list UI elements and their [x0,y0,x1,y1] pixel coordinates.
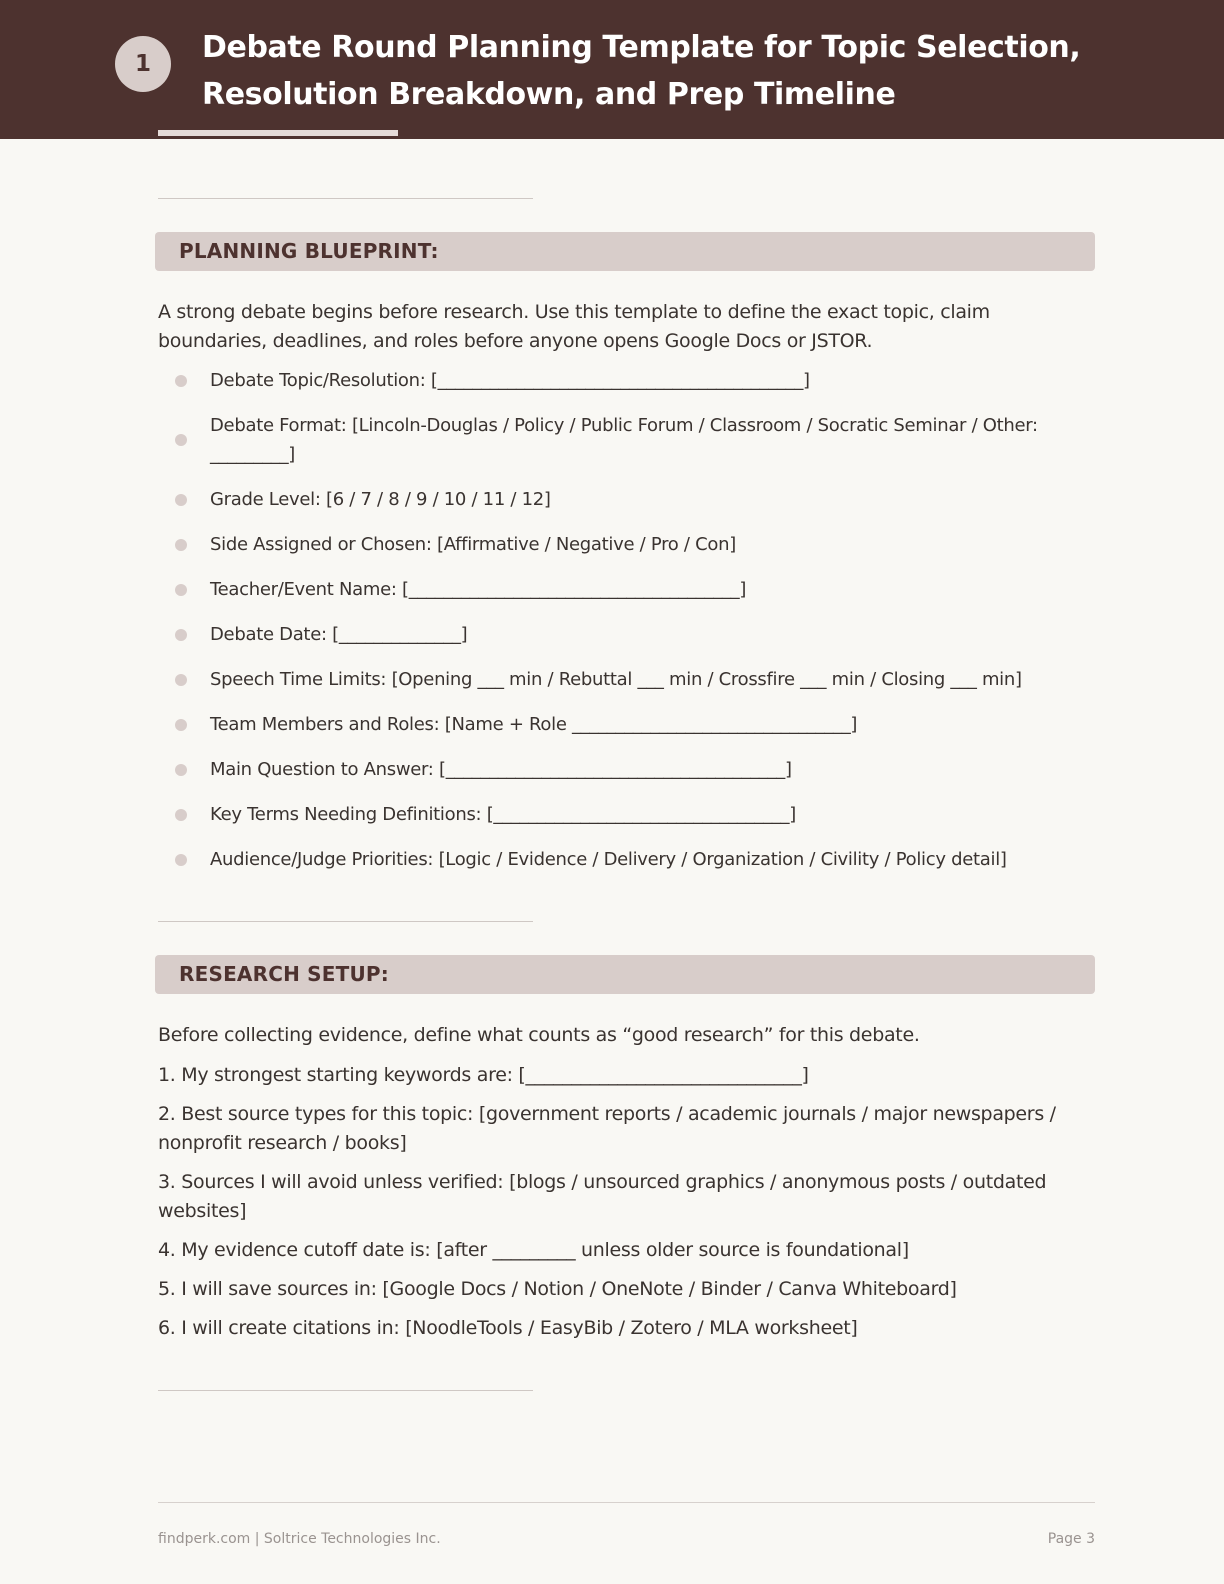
research-section-heading-bar [155,955,1095,994]
bullet-dot [175,584,187,596]
bullet-dot [175,629,187,641]
list-item [158,845,1088,874]
list-item-text: Team Members and Roles: [Name + Role ________________________________] [210,714,858,735]
section-number-badge: 1 [115,36,171,92]
page-title-line-1: Debate Round Planning Template for Topic Selection, [202,30,1081,65]
list-item-text: Audience/Judge Priorities: [Logic / Evidence / Delivery / Organization / Civility / Policy detail] [210,849,1007,870]
bullet-dot [175,809,187,821]
page-number: Page 3 [1047,1531,1095,1547]
list-item: 4. My evidence cutoff date is: [after _________ unless older source is foundational] [158,1239,909,1261]
list-item-text: Debate Topic/Resolution: [__________________________________________] [210,370,810,391]
bullet-dot [175,434,187,446]
bullet-dot [175,494,187,506]
divider [158,198,533,199]
list-item-text: Debate Date: [______________] [210,624,468,645]
list-item: 1. My strongest starting keywords are: [______________________________] [158,1064,809,1086]
list-item [158,575,1088,604]
footer-divider [158,1502,1095,1503]
list-item: 2. Best source types for this topic: [government reports / academic journals / major newspapers / nonprofit research / books] [158,1103,1056,1154]
list-item [158,800,1088,829]
research-intro: Before collecting evidence, define what counts as “good research” for this debate. [158,1024,920,1046]
research-list [158,1061,1078,1353]
page-title-line-2: Resolution Breakdown, and Prep Timeline [202,77,896,112]
bullet-dot [175,719,187,731]
list-item-text: Grade Level: [6 / 7 / 8 / 9 / 10 / 11 / 12] [210,489,551,510]
planning-list [158,366,1088,890]
list-item [158,755,1088,784]
list-item [158,485,1088,514]
bullet-dot [175,539,187,551]
list-item-text: Main Question to Answer: [_______________________________________] [210,759,792,780]
list-item: 6. I will create citations in: [NoodleTools / EasyBib / Zotero / MLA worksheet] [158,1317,858,1339]
research-section-heading: RESEARCH SETUP: [179,962,389,986]
header-banner [0,0,1224,139]
list-item [158,665,1088,694]
planning-section-heading: PLANNING BLUEPRINT: [179,239,439,263]
list-item-text: Debate Format: [Lincoln-Douglas / Policy / Public Forum / Classroom / Socratic Seminar / Other: _________] [210,415,1038,465]
planning-section-heading-bar [155,232,1095,271]
bullet-dot [175,674,187,686]
list-item [158,411,1088,469]
list-item [158,710,1088,739]
list-item-text: Teacher/Event Name: [______________________________________] [210,579,747,600]
divider [158,1390,533,1391]
planning-intro: A strong debate begins before research. Use this template to define the exact topic, claim boundaries, deadlines, and roles before anyone opens Google Docs or JSTOR. [158,301,990,352]
page-title [202,24,1162,118]
divider [158,921,533,922]
title-accent-underline [158,130,398,136]
list-item [158,366,1088,395]
list-item-text: Side Assigned or Chosen: [Affirmative / Negative / Pro / Con] [210,534,736,555]
list-item [158,530,1088,559]
list-item [158,620,1088,649]
list-item: 5. I will save sources in: [Google Docs / Notion / OneNote / Binder / Canva Whiteboard] [158,1278,957,1300]
list-item: 3. Sources I will avoid unless verified: [blogs / unsourced graphics / anonymous posts / outdated websites] [158,1171,1047,1222]
footer-source: findperk.com | Soltrice Technologies Inc. [158,1531,441,1547]
list-item-text: Speech Time Limits: [Opening ___ min / Rebuttal ___ min / Crossfire ___ min / Closing ___ min] [210,669,1022,690]
bullet-dot [175,854,187,866]
list-item-text: Key Terms Needing Definitions: [__________________________________] [210,804,796,825]
bullet-dot [175,375,187,387]
bullet-dot [175,764,187,776]
